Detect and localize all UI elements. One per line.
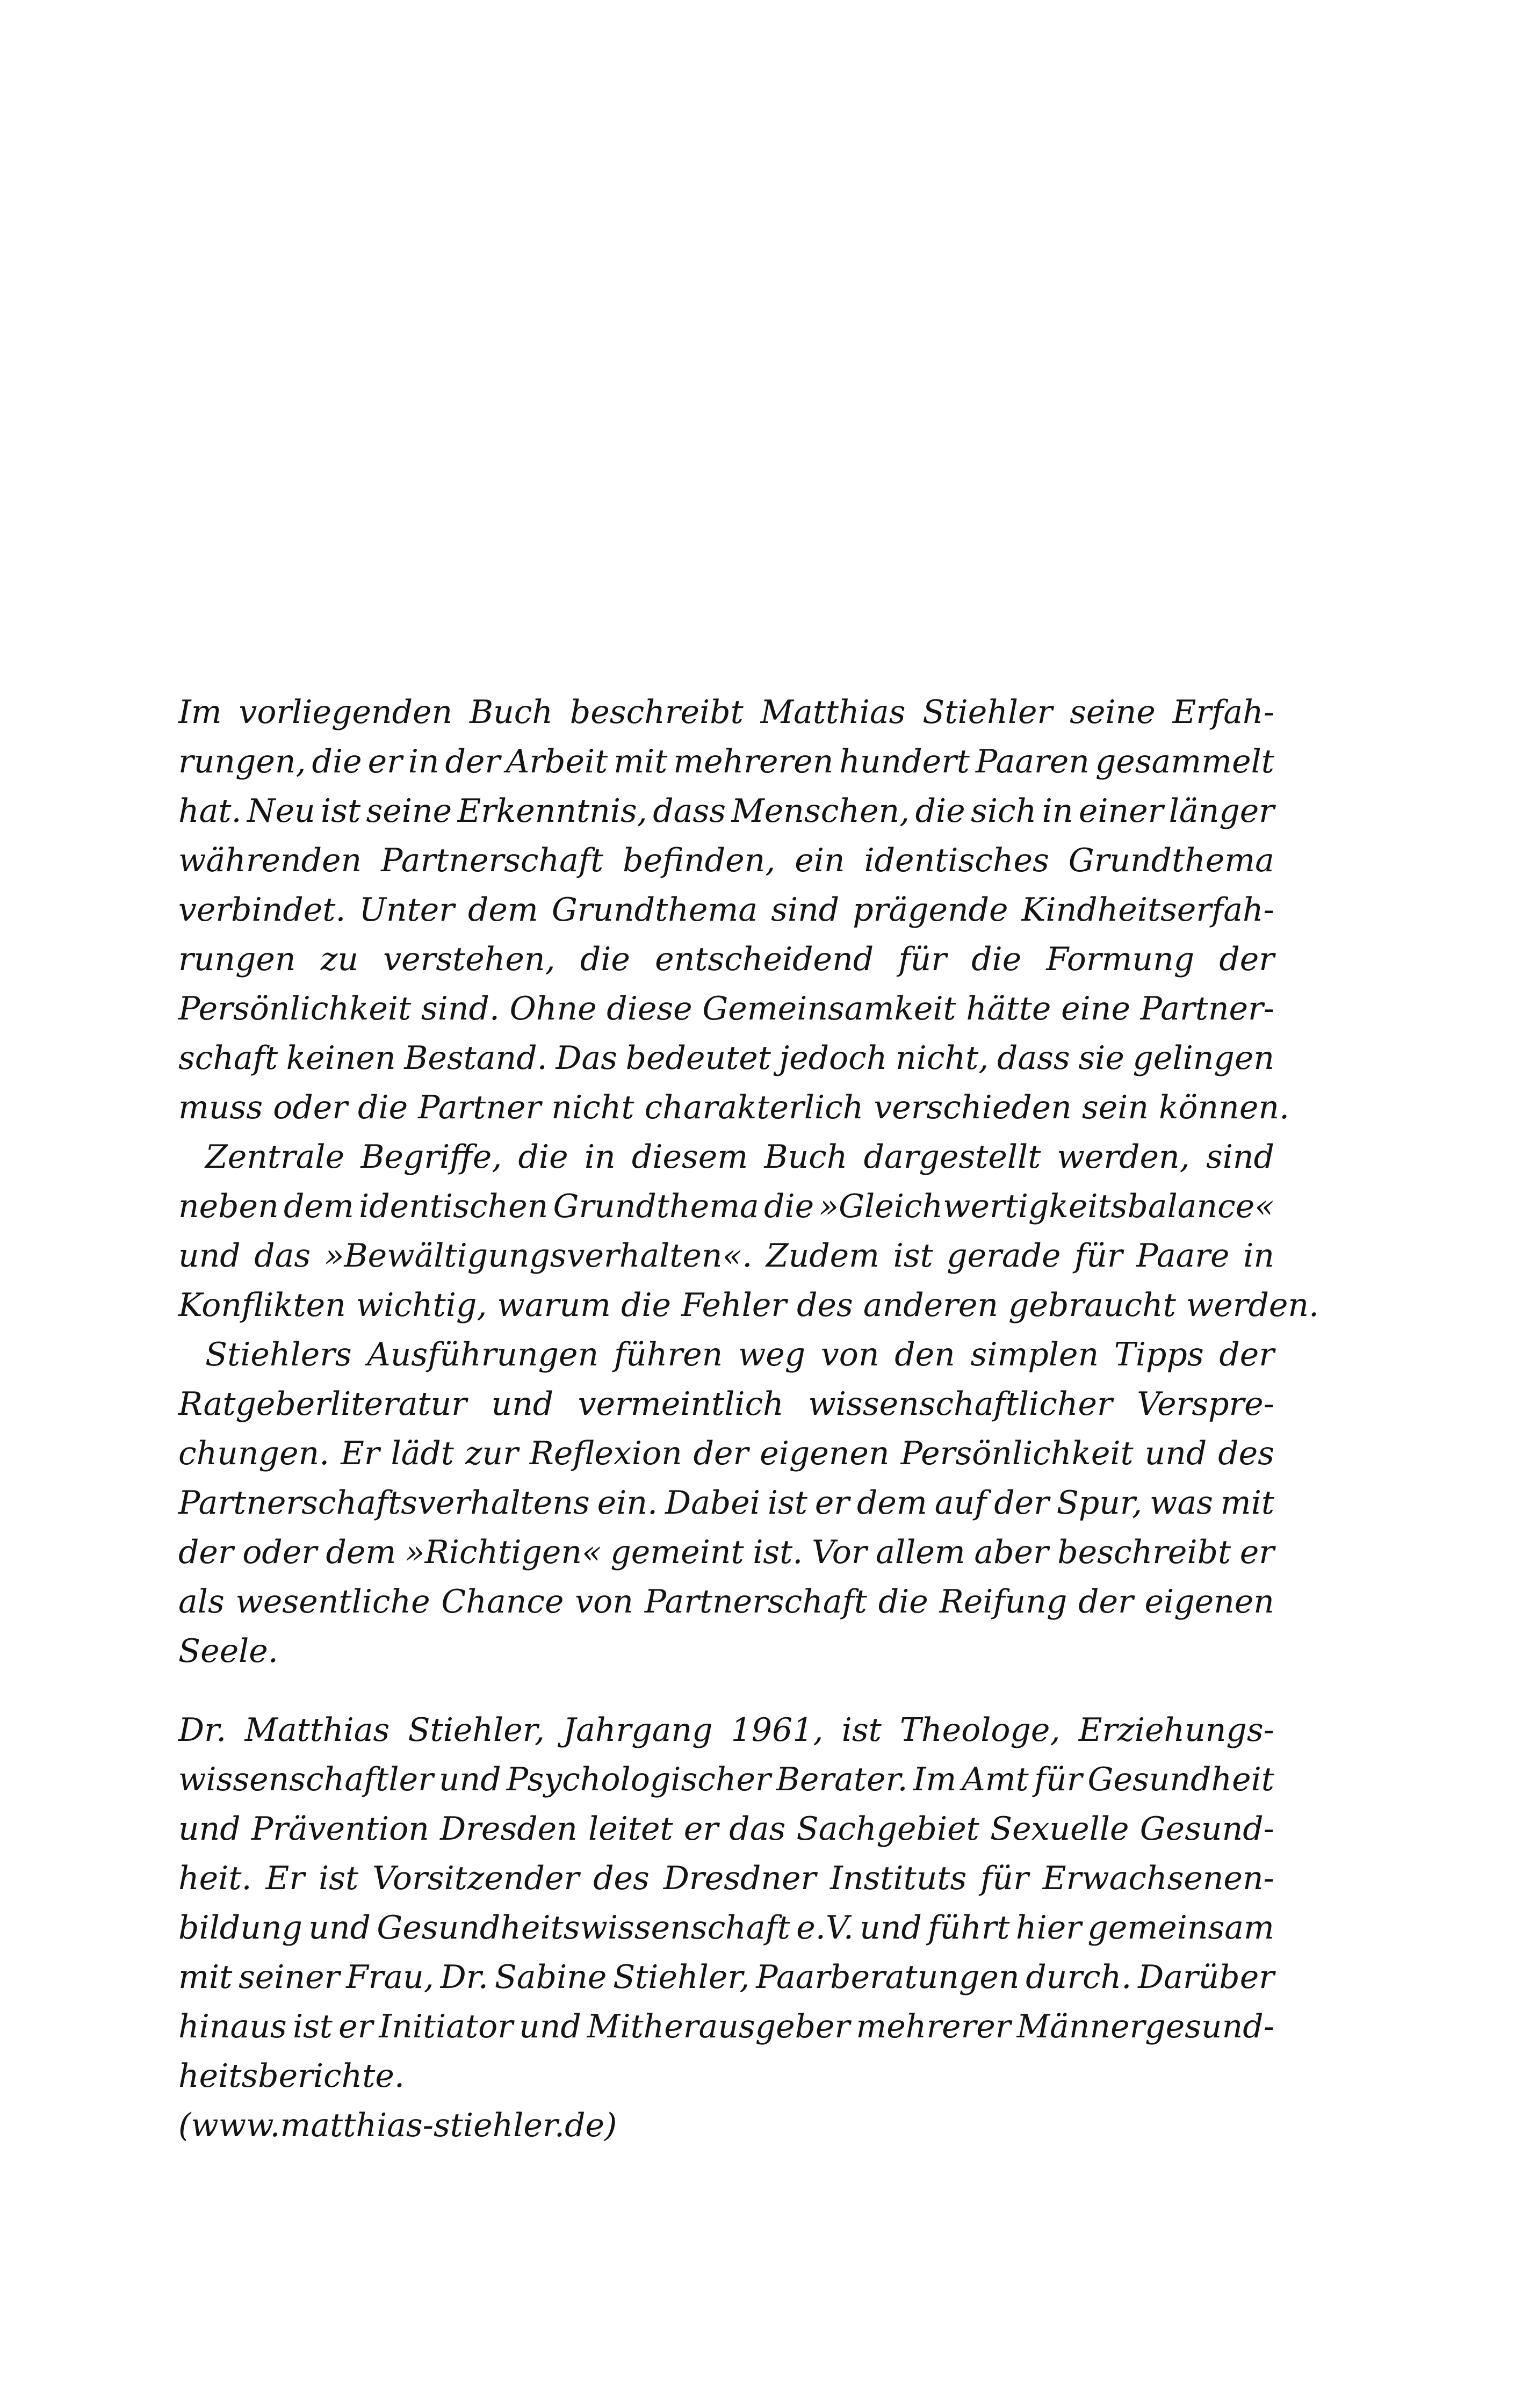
text-line: Konflikten wichtig, warum die Fehler des anderen gebraucht werden. [178,1286,1319,1324]
text-line: schaft keinen Bestand. Das bedeutet jedoch nicht, dass sie gelingen [178,1039,1274,1077]
text-line: als wesentliche Chance von Partnerschaft die Reifung der eigenen [178,1583,1274,1621]
book-blurb [178,688,1319,1676]
text-line: rungen zu verstehen, die entscheidend für die Formung der [178,941,1274,978]
text-line: neben dem identischen Grundthema die »Gleichwertigkeitsbalance« [178,1188,1274,1225]
text-line: muss oder die Partner nicht charakterlich verschieden sein können. [178,1089,1290,1126]
text-line: Stiehlers Ausführungen führen weg von den simplen Tipps der [205,1336,1274,1373]
text-line: heitsberichte. [178,2057,405,2095]
text-line: (www.matthias-stiehler.de) [178,2107,617,2144]
text-line: Im vorliegenden Buch beschreibt Matthias Stiehler seine Erfah- [178,693,1274,731]
text-line: der oder dem »Richtigen« gemeint ist. Vor allem aber beschreibt er [178,1534,1274,1571]
text-line: rungen, die er in der Arbeit mit mehreren hundert Paaren gesammelt [178,743,1274,780]
text-line: währenden Partnerschaft befinden, ein identisches Grundthema [178,842,1274,879]
text-line: hinaus ist er Initiator und Mitherausgeber mehrerer Männergesund- [178,2008,1274,2045]
text-line: mit seiner Frau, Dr. Sabine Stiehler, Paarberatungen durch. Darüber [178,1958,1274,1996]
text-line: bildung und Gesundheitswissenschaft e.V. und führt hier gemeinsam [178,1909,1274,1947]
text-line: Zentrale Begriffe, die in diesem Buch dargestellt werden, sind [205,1138,1274,1176]
text-line: Ratgeberliteratur und vermeintlich wissenschaftlicher Verspre- [178,1385,1274,1423]
text-line: Partnerschaftsverhaltens ein. Dabei ist er dem auf der Spur, was mit [178,1484,1274,1522]
text-line: chungen. Er lädt zur Reflexion der eigenen Persönlichkeit und des [178,1435,1274,1472]
text-line: Seele. [178,1632,278,1670]
text-line: Dr. Matthias Stiehler, Jahrgang 1961, ist Theologe, Erziehungs- [178,1711,1274,1749]
text-line: und Prävention Dresden leitet er das Sachgebiet Sexuelle Gesund- [178,1810,1274,1848]
text-line: Persönlichkeit sind. Ohne diese Gemeinsamkeit hätte eine Partner- [178,990,1274,1028]
text-line: und das »Bewältigungsverhalten«. Zudem ist gerade für Paare in [178,1237,1274,1275]
text-line: heit. Er ist Vorsitzender des Dresdner Instituts für Erwachsenen- [178,1860,1274,1897]
author-bio [178,1705,1274,2150]
text-line: verbindet. Unter dem Grundthema sind prägende Kindheitserfah- [178,891,1274,929]
text-line: wissenschaftler und Psychologischer Berater. Im Amt für Gesundheit [178,1761,1274,1798]
text-line: hat. Neu ist seine Erkenntnis, dass Menschen, die sich in einer länger [178,792,1274,830]
